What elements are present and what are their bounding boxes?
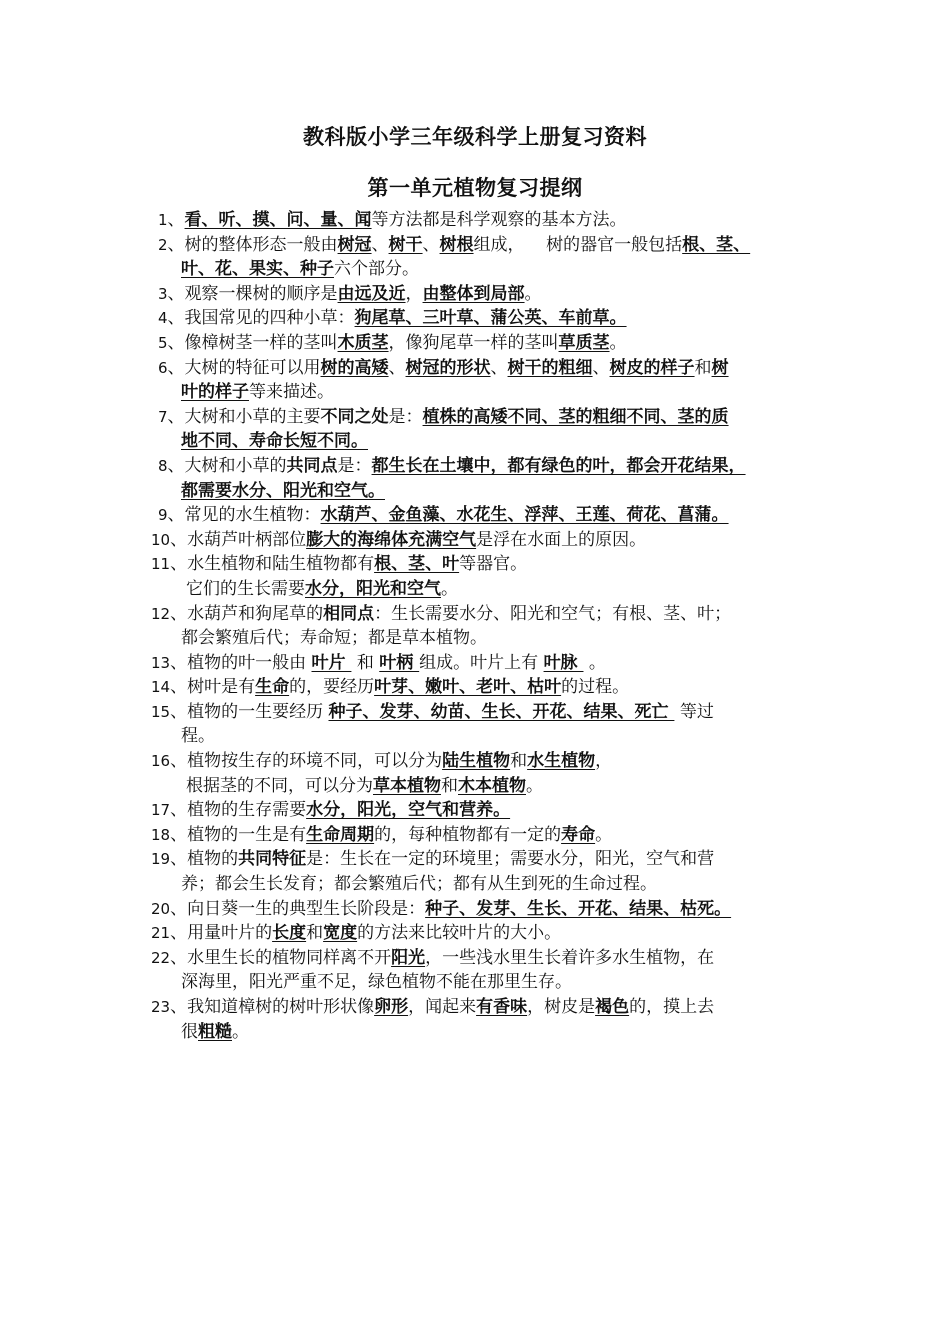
body-text: 组成。叶片上有: [419, 652, 544, 673]
body-text: 很: [181, 1021, 198, 1042]
body-text: 是：: [388, 406, 423, 427]
item-number: 3: [158, 284, 168, 303]
outline-line: [151, 552, 831, 577]
answer-text: 种子、发芽、幼苗、生长、开花、结果、死亡: [328, 701, 675, 722]
body-text: 。: [524, 283, 542, 304]
key-term: 相同点: [323, 603, 375, 624]
answer-text: 水分，阳光，空气和营养。: [306, 800, 511, 821]
answer-text: 树皮的样子: [609, 357, 695, 378]
outline-item: [151, 921, 831, 946]
body-text: 、我知道樟树的树叶形状像: [170, 997, 375, 1017]
outline-line: [151, 995, 831, 1020]
outline-item: [151, 503, 831, 528]
body-text: 它们的生长需要: [186, 578, 305, 599]
outline-line: [151, 1020, 831, 1045]
body-text: 养；都会生长发育；都会繁殖后代；都有从生到死的生命过程。: [181, 874, 657, 895]
outline-item: [151, 823, 831, 848]
body-text: 。: [583, 652, 606, 673]
item-number: 10: [151, 530, 171, 549]
outline-line: [151, 503, 831, 528]
item-number: 2: [158, 235, 168, 254]
outline-item: [151, 552, 831, 601]
answer-text: 树的高矮: [320, 357, 389, 378]
item-number: 12: [151, 604, 171, 623]
answer-text: 水生植物: [527, 751, 596, 772]
outline-line: [151, 356, 831, 381]
answer-text: 有香味: [476, 997, 528, 1017]
body-text: 六个部分。: [334, 259, 419, 280]
body-text: ，: [405, 283, 423, 304]
body-text: 、水葫芦和狗尾草的: [170, 603, 324, 624]
outline-item: [151, 847, 831, 896]
outline-item: [151, 528, 831, 553]
outline-line: [151, 626, 831, 651]
body-text: 、植物按生存的环境不同，可以分为: [170, 751, 443, 772]
answer-text: 叶柄: [379, 652, 420, 673]
body-text: 程。: [181, 726, 215, 747]
item-number: 22: [151, 948, 171, 967]
outline-line: [151, 675, 831, 700]
answer-text: 阳光: [391, 947, 426, 968]
body-text: 、: [422, 234, 440, 255]
body-text: 、植物的一生要经历: [170, 701, 329, 722]
body-text: 的，要经历: [289, 677, 375, 698]
body-text: 、我国常见的四种小草：: [167, 308, 355, 329]
answer-text: 陆生植物: [442, 751, 511, 772]
answer-text: 水葫芦、金鱼藻、水花生、浮萍、王莲、荷花、菖蒲。: [320, 505, 729, 526]
body-text: 、向日葵一生的典型生长阶段是：: [170, 898, 426, 919]
body-text: ：生长需要水分、阳光和空气；有根、茎、叶；: [374, 603, 732, 624]
answer-text: 叶芽、嫩叶、老叶、枯叶: [374, 677, 562, 698]
item-number: 21: [151, 924, 171, 943]
body-text: 和: [510, 751, 528, 772]
body-text: 组成， 树的器官一般包括: [473, 234, 683, 255]
outline-item: [151, 897, 831, 922]
outline-line: [151, 847, 831, 872]
body-text: ，一些浅水里生长着许多水生植物，在: [425, 947, 715, 968]
body-text: ，像狗尾草一样的茎叫: [388, 332, 559, 353]
body-text: 和: [694, 357, 712, 378]
answer-text: 生命周期: [306, 824, 375, 845]
outline-line: [151, 528, 831, 553]
answer-text: 树冠的形状: [405, 357, 491, 378]
answer-text: 褐色: [595, 997, 630, 1017]
item-number: 20: [151, 899, 171, 918]
outline-line: [151, 946, 831, 971]
outline-item: [151, 700, 831, 749]
answer-text: 水分，阳光和空气: [305, 578, 441, 599]
answer-text: 树根: [439, 234, 474, 255]
answer-text: 都需要水分、阳光和空气。: [181, 480, 385, 501]
answer-text: 种子、发芽、生长、开花、结果、枯死。: [425, 898, 732, 919]
outline-line: [151, 798, 831, 823]
body-text: 的，摸上去: [629, 997, 715, 1017]
outline-item: [151, 454, 831, 503]
body-text: 、植物的生存需要: [170, 800, 307, 821]
answer-text: 由远及近: [337, 283, 406, 304]
outline-item: [151, 405, 831, 454]
outline-line: [151, 823, 831, 848]
document-title: 教科版小学三年级科学上册复习资料: [303, 124, 647, 149]
answer-text: 寿命: [561, 824, 596, 845]
answer-text: 长度: [272, 923, 307, 944]
outline-item: [151, 331, 831, 356]
key-term: 共同点: [286, 455, 338, 476]
answer-text: 木质茎: [337, 332, 389, 353]
outline-line: [151, 479, 831, 504]
outline-line: [151, 700, 831, 725]
section-title: 第一单元植物复习提纲: [367, 175, 583, 200]
outline-line: [151, 872, 831, 897]
body-text: 、用量叶片的: [170, 923, 273, 944]
outline-item: [151, 233, 831, 282]
body-text: 都会繁殖后代；寿命短；都是草本植物。: [181, 628, 487, 649]
body-text: 的，每种植物都有一定的: [374, 824, 562, 845]
item-number: 14: [151, 678, 171, 697]
answer-text: 树干的粗细: [507, 357, 593, 378]
answer-text: 卵形: [374, 997, 409, 1017]
answer-text: 叶脉: [543, 652, 584, 673]
item-number: 7: [158, 407, 168, 426]
answer-text: 由整体到局部: [422, 283, 525, 304]
outline-item: [151, 946, 831, 995]
outline-line: [151, 921, 831, 946]
body-text: 、大树和小草的主要: [167, 406, 321, 427]
answer-text: 草本植物: [373, 775, 441, 796]
item-number: 23: [151, 998, 171, 1016]
answer-text: 草质茎: [558, 332, 610, 353]
body-text: 、树叶是有: [170, 677, 256, 698]
answer-text: 树冠: [337, 234, 372, 255]
outline-item: [151, 282, 831, 307]
body-text: 、植物的一生是有: [170, 824, 307, 845]
answer-text: 树干: [388, 234, 423, 255]
body-text: 、: [167, 210, 185, 230]
body-text: 、植物的叶一般由: [170, 652, 312, 673]
answer-text: 狗尾草、三叶草、蒲公英、车前草。: [354, 308, 627, 329]
outline-line: [151, 306, 831, 331]
outline-list: [151, 208, 831, 1044]
body-text: 、: [490, 357, 508, 378]
body-text: 的过程。: [561, 677, 630, 698]
body-text: 、: [388, 357, 406, 378]
outline-item: [151, 306, 831, 331]
body-text: 和: [441, 775, 458, 796]
item-number: 17: [151, 801, 171, 820]
outline-line: [151, 970, 831, 995]
item-number: 15: [151, 702, 171, 721]
body-text: 。: [595, 824, 613, 845]
outline-line: [151, 724, 831, 749]
outline-item: [151, 675, 831, 700]
body-text: 深海里，阳光严重不足，绿色植物不能在那里生存。: [181, 972, 572, 993]
outline-line: [151, 429, 831, 454]
body-text: 是：生长在一定的环境里；需要水分，阳光，空气和营: [306, 849, 715, 870]
body-text: 是：: [337, 455, 372, 476]
body-text: 的方法来比较叶片的大小。: [357, 923, 562, 944]
body-text: 。: [609, 332, 627, 353]
outline-line: [151, 233, 831, 258]
answer-text: 生命: [255, 677, 290, 698]
item-number: 5: [158, 333, 168, 352]
outline-line: [151, 774, 831, 799]
item-number: 11: [151, 555, 171, 574]
outline-item: [151, 356, 831, 405]
item-number: 8: [158, 456, 168, 475]
outline-line: [151, 405, 831, 430]
body-text: 、树的整体形态一般由: [167, 234, 338, 255]
item-number: 18: [151, 825, 171, 844]
answer-text: 树: [711, 357, 729, 378]
body-text: 。: [441, 578, 458, 599]
outline-item: [151, 798, 831, 823]
answer-text: 木本植物: [458, 775, 526, 796]
answer-text: 叶、花、果实、种子: [181, 259, 334, 280]
body-text: 、大树的特征可以用: [167, 357, 321, 378]
outline-line: [151, 749, 831, 774]
body-text: 和: [306, 923, 324, 944]
body-text: 、植物的: [170, 849, 239, 870]
answer-text: 都生长在土壤中，都有绿色的叶，都会开花结果，: [371, 455, 746, 476]
outline-line: [151, 577, 831, 602]
outline-line: [151, 208, 831, 233]
key-term: 不同之处: [320, 406, 389, 427]
outline-line: [151, 282, 831, 307]
body-text: 。: [232, 1021, 249, 1042]
body-text: 、: [371, 234, 389, 255]
outline-line: [151, 331, 831, 356]
outline-item: [151, 749, 831, 798]
outline-item: [151, 995, 831, 1044]
answer-text: 膨大的海绵体充满空气: [306, 529, 477, 550]
outline-item: [151, 602, 831, 651]
item-number: 16: [151, 752, 171, 771]
item-number: 4: [158, 309, 168, 328]
body-text: 等器官。: [459, 554, 528, 575]
body-text: 、水生植物和陆生植物都有: [170, 554, 375, 575]
outline-line: [151, 454, 831, 479]
answer-text: 叶片: [311, 652, 352, 673]
body-text: 。: [526, 775, 543, 796]
item-number: 6: [158, 358, 168, 377]
body-text: 、: [592, 357, 610, 378]
body-text: 、观察一棵树的顺序是: [167, 283, 338, 304]
body-text: 、水葫芦叶柄部位: [170, 529, 307, 550]
body-text: 和: [351, 652, 380, 673]
item-number: 13: [151, 653, 171, 672]
answer-text: 粗糙: [198, 1021, 232, 1042]
body-text: ，闻起来: [408, 997, 477, 1017]
outline-line: [151, 897, 831, 922]
answer-text: 地不同、寿命长短不同。: [181, 431, 368, 452]
body-text: ，树皮是: [527, 997, 596, 1017]
answer-text: 叶的样子: [181, 382, 249, 403]
outline-line: [151, 257, 831, 282]
body-text: 、水里生长的植物同样离不开: [170, 947, 392, 968]
answer-text: 根、茎、: [682, 234, 751, 255]
outline-line: [151, 380, 831, 405]
body-text: 等来描述。: [249, 382, 334, 403]
outline-line: [151, 651, 831, 676]
body-text: 、大树和小草的: [167, 455, 287, 476]
answer-text: 根、茎、叶: [374, 554, 460, 575]
answer-text: 看、听、摸、问、量、闻: [184, 210, 372, 230]
item-number: 9: [158, 506, 168, 525]
body-text: 、像樟树茎一样的茎叫: [167, 332, 338, 353]
body-text: 根据茎的不同，可以分为: [186, 775, 373, 796]
answer-text: 宽度: [323, 923, 358, 944]
item-number: 19: [151, 850, 171, 869]
body-text: 等方法都是科学观察的基本方法。: [371, 210, 627, 230]
outline-item: [151, 651, 831, 676]
item-number: 1: [158, 211, 168, 229]
key-term: 共同特征: [238, 849, 307, 870]
answer-text: 植株的高矮不同、茎的粗细不同、茎的质: [422, 406, 729, 427]
outline-item: [151, 208, 831, 233]
body-text: 是浮在水面上的原因。: [476, 529, 647, 550]
body-text: ，: [595, 751, 613, 772]
body-text: 、常见的水生植物：: [167, 505, 321, 526]
body-text: 等过: [674, 701, 714, 722]
outline-line: [151, 602, 831, 627]
